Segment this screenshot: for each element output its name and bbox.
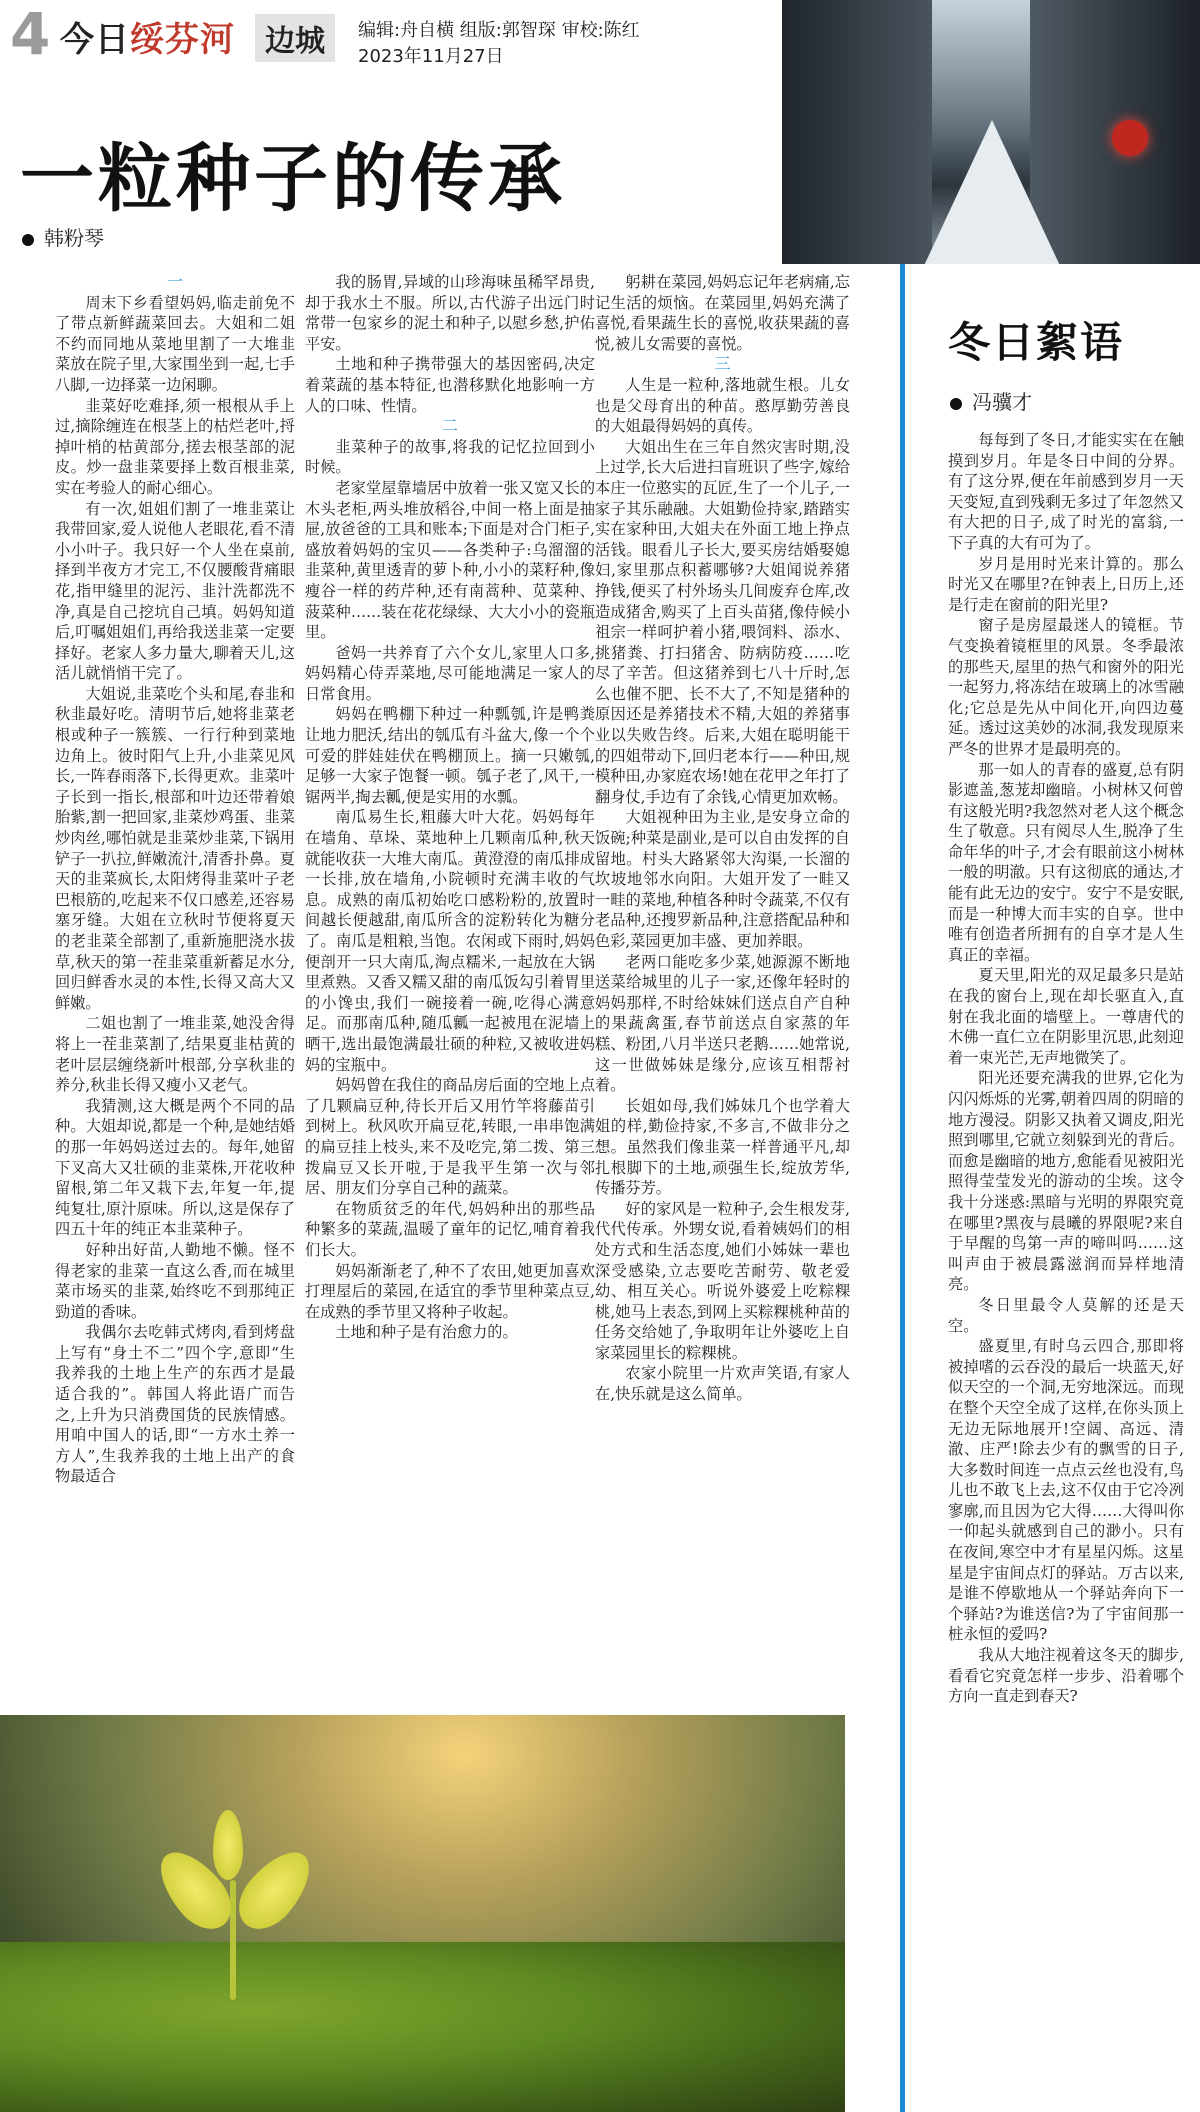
paragraph: 大姐视种田为主业,是安身立命的饭碗;种菜是副业,是可以自由发挥的自留地。村头大路紧邻大沟渠,一长溜的坎坡地邻水向阳。大姐开发了一畦又一畦的菜地,种植各种时令蔬菜,不仅有老品种,还搜罗新品种,注意搭配品种和色彩,菜园更加丰盛、更加养眼。 bbox=[595, 808, 850, 950]
page-number: 4 bbox=[10, 0, 51, 68]
paragraph: 窗子是房屋最迷人的镜框。节气变换着镜框里的风景。冬季最浓的那些天,屋里的热气和窗外的阳光一起努力,将冻结在玻璃上的冰雪融化;它总是先从中间化开,向四边蔓延。透过这美妙的冰洞,我发现原来严冬的世界才是最明亮的。 bbox=[948, 616, 1184, 758]
paragraph: 在物质贫乏的年代,妈妈种出的那些品种繁多的菜蔬,温暖了童年的记忆,哺育着我们长大。 bbox=[305, 1199, 595, 1259]
paragraph: 夏天里,阳光的双足最多只是站在我的窗台上,现在却长驱直入,直射在我北面的墙壁上。一尊唐代的木佛一直仁立在阴影里沉思,此刻迎着一束光芒,无声地微笑了。 bbox=[948, 966, 1184, 1067]
column-divider bbox=[900, 264, 905, 2112]
credits bbox=[358, 18, 640, 70]
paper-name bbox=[60, 12, 235, 61]
section-label: 边城 bbox=[255, 14, 335, 62]
paragraph: 韭菜种子的故事,将我的记忆拉回到小时候。 bbox=[305, 437, 595, 477]
paragraph: 二姐也割了一堆韭菜,她没舍得将上一茬韭菜割了,结果夏韭枯黄的老叶层层缠绕新叶根部,分享秋韭的养分,秋韭长得又瘦小又老气。 bbox=[55, 1014, 295, 1095]
paragraph: 土地和种子是有治愈力的。 bbox=[335, 1323, 518, 1342]
article-byline bbox=[22, 222, 104, 251]
paragraph: 妈妈在鸭棚下种过一种瓢瓠,许是鸭粪让地力肥沃,结出的瓠瓜有斗盆大,像一个个可爱的胖娃娃伏在鸭棚顶上。摘一只嫩瓠,足够一大家子饱餐一顿。瓠子老了,风干,一锯两半,掏去瓤,便是实用的水瓢。 bbox=[305, 705, 595, 806]
issue-date: 2023年11月27日 bbox=[358, 46, 504, 67]
paragraph: 大姐说,韭菜吃个头和尾,春韭和秋韭最好吃。清明节后,她将韭菜老根或种子一簇簇、一行行种到菜地边角上。彼时阳气上升,小韭菜见风长,一阵春雨落下,长得更欢。韭菜叶子长到一指长,根部和叶边还带着娘胎紫,割一把回家,韭菜炒鸡蛋、韭菜炒肉丝,哪怕就是韭菜炒韭菜,下锅用铲子一扒拉,鲜嫩流汁,清香扑鼻。夏天的韭菜疯长,太阳烤得韭菜叶子老巴根筋的,吃起来不仅口感差,还容易塞牙缝。大姐在立秋时节便将夏天的老韭菜全部割了,重新施肥浇水拔草,秋天的第一茬韭菜重新蓄足水分,回归鲜香水灵的本性,长得又高大又鲜嫩。 bbox=[55, 684, 295, 1012]
paragraph: 韭菜好吃难择,须一根根从手上过,摘除缠连在根茎上的枯烂老叶,捋掉叶梢的枯黄部分,搓去根茎部的泥皮。炒一盘韭菜要择上数百根韭菜,实在考验人的耐心细心。 bbox=[55, 396, 295, 497]
masthead bbox=[0, 0, 780, 80]
paragraph: 农家小院里一片欢声笑语,有家人在,快乐就是这么简单。 bbox=[595, 1364, 850, 1404]
article-headline: 一粒种子的传承 bbox=[20, 136, 566, 222]
editor-credits: 编辑:舟自横 组版:郭智琛 审校:陈红 bbox=[358, 20, 640, 41]
paragraph: 周末下乡看望妈妈,临走前免不了带点新鲜蔬菜回去。大姐和二姐不约而同地从菜地里割了一大堆韭菜放在院子里,大家围坐到一起,七手八脚,一边择菜一边闲聊。 bbox=[55, 293, 295, 394]
sidebar-author: 冯骥才 bbox=[972, 390, 1032, 414]
paragraph: 土地和种子携带强大的基因密码,决定着菜蔬的基本特征,也潜移默化地影响一方人的口味、性情。 bbox=[305, 355, 595, 415]
section-heading-1: 一 bbox=[166, 272, 183, 291]
paragraph: 好种出好苗,人勤地不懒。怪不得老家的韭菜一直这么香,而在城里菜市场买的韭菜,始终吃不到那纯正勁道的香味。 bbox=[55, 1240, 295, 1321]
paragraph: 每每到了冬日,才能实实在在触摸到岁月。年是冬日中间的分界。有了这分界,便在年前感到岁月一天天变短,直到残剩无多过了年忽然又有大把的日子,成了时光的富翁,一下子真的大有可为了。 bbox=[948, 431, 1184, 552]
article-column-3 bbox=[595, 272, 850, 1405]
sidebar-title: 冬日絮语 bbox=[948, 318, 1125, 367]
paragraph: 冬日里最令人莫解的还是天空。 bbox=[948, 1295, 1184, 1335]
paragraph: 我偶尔去吃韩式烤肉,看到烤盘上写有“身土不二”四个字,意即“生我养我的土地上生产的东西才是最适合我的”。韩国人将此语广而告之,上升为只消费国货的民族情感。用咱中国人的话,即“一方水土养一方人”,生我养我的土地上出产的食物最适合 bbox=[55, 1323, 295, 1486]
paper-name-part2: 绥芬河 bbox=[130, 20, 235, 60]
seedling-photo bbox=[0, 1715, 845, 2112]
paragraph: 长姐如母,我们姊妹几个也学着大姐的样,勤俭持家,不多言,不做非分之想。虽然我们像韭菜一样普通平凡,却扎根脚下的土地,顽强生长,绽放芳华,传播芬芳。 bbox=[595, 1096, 850, 1198]
sidebar-body bbox=[948, 430, 1184, 1707]
bullet-icon bbox=[22, 234, 34, 246]
paragraph: 大姐出生在三年自然灾害时期,没上过学,长大后进扫盲班识了些字,嫁给本庄一位憨实的瓦匠,生了一个儿子,一家子其乐融融。大姐勤俭持家,踏踏实实在家种田,大姐夫在外面工地上挣点活钱。眼看儿子长大,要买房结婚娶媳妇,家里那点积蓄哪够?大姐闻说养猪挣钱,便买了村外场头几间废弃仓库,改造成猪舍,购买了上百头苗猪,像侍候小祖宗一样呵护着小猪,喂饲料、添水、挑猪粪、打扫猪舍、防病防疫……吃尽了辛苦。但这猪养到七八十斤时,怎么也催不肥、长不大了,不知是猪种的原因还是养猪技术不精,大姐的养猪事业以失败告终。后来,大姐在聪明能干的四姐带动下,回归老本行——种田,规模种田,办家庭农场!她在花甲之年打了翻身仗,手边有了余钱,心情更加欢畅。 bbox=[595, 437, 850, 806]
paragraph: 爸妈一共养育了六个女儿,家里人口多,妈妈精心侍弄菜地,尽可能地满足一家人的日常食用。 bbox=[305, 643, 595, 703]
section-heading-3: 三 bbox=[714, 354, 731, 374]
article-column-2 bbox=[305, 272, 595, 1343]
paragraph: 好的家风是一粒种子,会生根发芽,代代传承。外甥女说,看着姨妈们的相处方式和生活态度,她们小姊妹一辈也深受感染,立志要吃苦耐劳、敬老爱幼、相互关心。听说外婆爱上吃粽粿桃,她马上表态,到网上买粽粿桃种苗的任务交给她了,争取明年让外婆吃上自家菜园里长的粽粿桃。 bbox=[595, 1199, 850, 1362]
section-heading-2: 二 bbox=[441, 416, 458, 436]
snowy-street-photo bbox=[782, 0, 1200, 264]
paragraph: 盛夏里,有时乌云四合,那即将被掉嗜的云吞没的最后一块蓝天,好似天空的一个洞,无穷地深远。而现在整个天空全成了这样,在你头顶上无边无际地展开!空阔、高远、清澈、庄严!除去少有的飘雪的日子,大多数时间连一点点云丝也没有,鸟儿也不敢飞上去,这不仅由于它冷冽寥廓,而且因为它大得……大得叫你一仰起头就感到自己的渺小。只有在夜间,寒空中才有星星闪烁。这星星是宇宙间点灯的驿站。万古以来,是谁不停歇地从一个驿站奔向下一个驿站?为谁送信?为了宇宙间那一桩永恒的爱吗? bbox=[948, 1337, 1184, 1644]
paragraph: 老家堂屋靠墙居中放着一张又宽又长的木头老柜,两头堆放稻谷,中间一格上面是抽屉,放爸爸的工具和账本;下面是对合门柜子,盛放着妈妈的宝贝——各类种子:乌溜溜的韭菜种,黄里透青的萝卜种,小小的菜籽种,像瘦谷一样的药芹种,还有南蒿种、苋菜种、菠菜种……装在花花绿绿、大大小小的瓷瓶里。 bbox=[305, 478, 595, 642]
seedling-stem bbox=[230, 1880, 236, 2000]
paragraph: 我猜测,这大概是两个不同的品种。大姐却说,都是一个种,是她结婚的那一年妈妈送过去的。每年,她留下叉高大又壮硕的韭菜株,开花收种留根,第二年又栽下去,年复一年,提纯复壮,原汁原味。所以,这是保存了四五十年的纯正本韭菜种子。 bbox=[55, 1096, 295, 1239]
paragraph: 那一如人的青春的盛夏,总有阴影遮盖,葱茏却幽暗。小树林又何曾有这般光明?我忽然对老人这个概念生了敬意。只有阅尽人生,脱净了生命年华的叶子,才会有眼前这小树林一般的明澈。只有这彻底的通达,才能有此无边的安宁。安宁不是安眠,而是一种博大而丰实的自享。世中唯有创造者所拥有的自享才是人生真正的幸福。 bbox=[948, 760, 1184, 964]
bullet-icon bbox=[950, 398, 962, 410]
paragraph: 妈妈曾在我住的商品房后面的空地上点了几颗扁豆种,待长开后又用竹竿将藤苗引到树上。秋风吹开扁豆花,转眼,一串串饱满的扁豆挂上枝头,来不及吃完,第二拨、第三拨扁豆又长开啦,于是我平生第一次与邻居、朋友们分享自己种的蔬菜。 bbox=[305, 1076, 595, 1198]
paragraph: 老两口能吃多少菜,她源源不断地送菜给城里的儿子一家,还像年轻时的妈妈那样,不时给妹妹们送点自产自种的果蔬禽蛋,春节前送点自家蒸的年糕、粉团,八月半送只老鹅……她常说,这一世做姊妹是缘分,应该互相帮衬着。 bbox=[595, 952, 850, 1095]
paragraph: 躬耕在菜园,妈妈忘记年老病痛,忘记生活的烦恼。在菜园里,妈妈充满了喜悦,看果蔬生长的喜悦,收获果蔬的喜悦,被儿女需要的喜悦。 bbox=[595, 273, 850, 353]
article-column-1 bbox=[55, 272, 295, 1487]
paragraph: 岁月是用时光来计算的。那么时光又在哪里?在钟表上,日历上,还是行走在窗前的阳光里? bbox=[948, 554, 1184, 614]
article-author: 韩粉琴 bbox=[44, 226, 104, 250]
paper-name-part1: 今日 bbox=[60, 20, 130, 60]
paragraph: 人生是一粒种,落地就生根。儿女也是父母育出的种苗。憨厚勤劳善良的大姐最得妈妈的真传。 bbox=[595, 375, 850, 436]
paragraph: 我从大地注视着这冬天的脚步,看看它究竟怎样一步步、沿着哪个方向一直走到春天? bbox=[948, 1646, 1184, 1706]
paragraph: 我的肠胃,异域的山珍海味虽稀罕昂贵,却于我水土不服。所以,古代游子出远门时常带一包家乡的泥土和种子,以慰乡愁,护佑平安。 bbox=[305, 273, 595, 353]
paragraph: 妈妈渐渐老了,种不了农田,她更加喜欢打理屋后的菜园,在适宜的季节里种菜点豆,在成熟的季节里又将种子收起。 bbox=[305, 1261, 595, 1321]
paragraph: 阳光还要充满我的世界,它化为闪闪烁烁的光雾,朝着四周的阴暗的地方漫浸。阴影又执着又调皮,阳光照到哪里,它就立刻躲到光的背后。而愈是幽暗的地方,愈能看见被阳光照得莹莹发光的游动的尘埃。这令我十分迷惑:黑暗与光明的界限究竟在哪里?黑夜与晨曦的界限呢?来自于早醒的鸟第一声的啼叫吗……这叫声由于被晨露滋润而异样地清亮。 bbox=[948, 1069, 1184, 1294]
paragraph: 有一次,姐姐们割了一堆韭菜让我带回家,爱人说他人老眼花,看不清小小叶子。我只好一个人坐在桌前,择到半夜方才完工,不仅腰酸背痛眼花,指甲缝里的泥污、韭汁洗都洗不净,真是自己挖坑自己填。妈妈知道后,叮嘱姐姐们,再给我送韭菜一定要择好。老家人多力量大,聊着天儿,这活儿就悄悄干完了。 bbox=[55, 499, 295, 683]
paragraph: 南瓜易生长,粗藤大叶大花。妈妈每年在墙角、草垛、菜地种上几颗南瓜种,秋天就能收获一大堆大南瓜。黄澄澄的南瓜排成一长排,放在墙角,小院顿时充满丰收的气息。成熟的南瓜初始吃口感粉粉的,放置时间越长便越甜,南瓜所含的淀粉转化为糖分了。南瓜是粗粮,当饱。农闲或下雨时,妈妈便剖开一只大南瓜,淘点糯米,一起放在大锅里煮熟。又香又糯又甜的南瓜饭勾引着胃里的小馋虫,我们一碗接着一碗,吃得心满意足。而那南瓜种,随瓜瓤一起被甩在泥墙上晒干,选出最饱满最壮硕的种粒,又被收进妈妈的宝瓶中。 bbox=[305, 808, 595, 1074]
sidebar-byline bbox=[950, 386, 1032, 415]
